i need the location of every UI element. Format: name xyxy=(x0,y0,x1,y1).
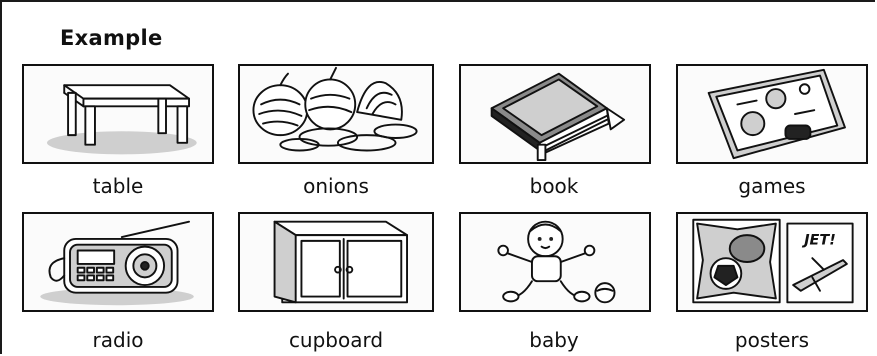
label-onions: onions xyxy=(303,174,369,198)
example-heading: Example xyxy=(60,26,163,50)
label-posters: posters xyxy=(734,328,810,352)
table-icon xyxy=(24,66,212,162)
tablet-games-icon xyxy=(678,66,866,162)
picture-card-book xyxy=(459,64,651,164)
picture-card-baby xyxy=(459,212,651,312)
label-radio: radio xyxy=(92,328,144,352)
label-book: book xyxy=(529,174,579,198)
poster-jet-text: JET! xyxy=(804,232,836,249)
book-icon xyxy=(461,66,649,162)
picture-card-cupboard xyxy=(238,212,434,312)
picture-card-posters xyxy=(676,212,868,312)
posters-icon xyxy=(678,214,866,310)
label-baby: baby xyxy=(529,328,579,352)
picture-card-onions xyxy=(238,64,434,164)
label-cupboard: cupboard xyxy=(288,328,384,352)
baby-icon xyxy=(461,214,649,310)
cupboard-icon xyxy=(240,214,432,310)
picture-card-games xyxy=(676,64,868,164)
radio-icon xyxy=(24,214,212,310)
picture-card-table xyxy=(22,64,214,164)
label-games: games xyxy=(738,174,806,198)
label-table: table xyxy=(92,174,144,198)
onions-icon xyxy=(240,66,432,162)
picture-card-radio xyxy=(22,212,214,312)
